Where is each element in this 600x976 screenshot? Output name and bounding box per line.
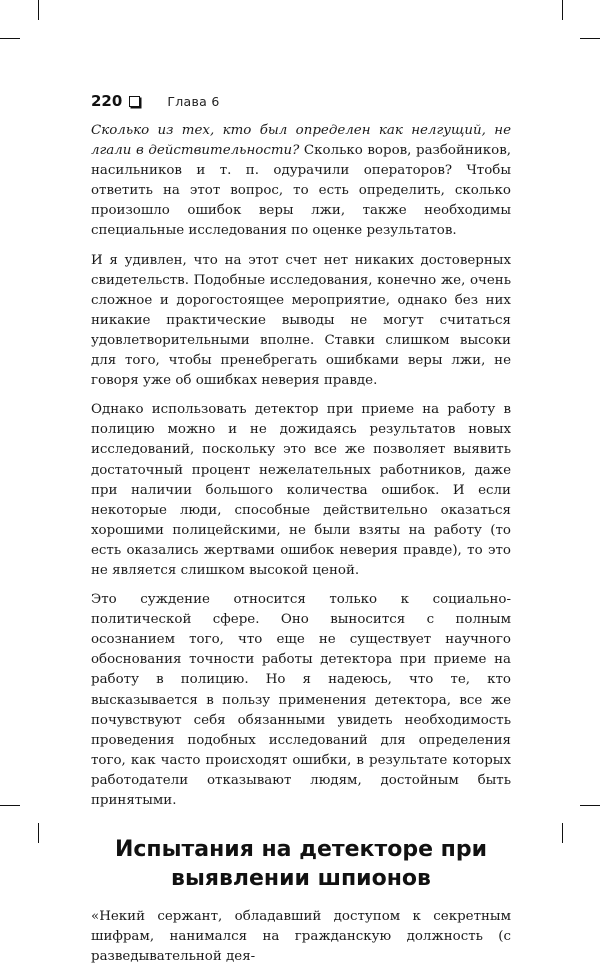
paragraph-4: Это суждение относится только к социально-политической сфере. Оно выносится с полным осознанием того, что еще не существует научного обоснования точности работы детектора при приеме на работу в полицию. Но я надеюсь, что те, кто высказывается в пользу применения детектора, все же почувствуют себя обязанными увидеть необходимость проведения подобных исследований для определения того, как часто происходят ошибки, в результате которых работодатели отказывают людям, достойным быть принятыми. — [91, 592, 511, 808]
crop-mark-bottom-right-h — [580, 805, 600, 806]
page-number: 220 — [91, 92, 123, 110]
crop-mark-bottom-left-h — [0, 805, 20, 806]
paragraph-5: «Некий сержант, обладавший доступом к секретным шифрам, нанимался на гражданскую должность (с разведывательной дея- — [91, 909, 511, 965]
paragraph-1 — [91, 121, 511, 242]
paragraph-text: Сколько воров, разбойников, насильников и т. п. одурачили операторов? Чтобы ответить на этот вопрос, то есть определить, сколько произошло ошибок веры лжи, также необходимы специальные исследования по оценке результатов. — [91, 143, 511, 239]
running-header — [91, 92, 220, 110]
crop-mark-top-left-v — [38, 0, 39, 20]
crop-mark-top-right-h — [580, 38, 600, 39]
chapter-label: Глава 6 — [167, 93, 220, 109]
crop-mark-bottom-right-v — [562, 823, 563, 843]
crop-mark-top-left-h — [0, 38, 20, 39]
italic-lead: Сколько из тех, кто был определен как нелгущий, не лгали в действительности? — [91, 123, 511, 159]
paragraph-2: И я удивлен, что на этот счет нет никаких достоверных свидетельств. Подобные исследования, конечно же, очень сложное и дорогостоящее мероприятие, однако без них никакие практические выводы не могут считаться удовлетворительными вполне. Ставки слишком высоки для того, чтобы пренебрегать ошибками веры лжи, не говоря уже об ошибках неверия правде. — [91, 252, 511, 389]
square-bullet-icon — [129, 96, 140, 107]
paragraph-3: Однако использовать детектор при приеме на работу в полицию можно и не дожидаясь результатов новых исследований, поскольку это все же позволяет выявить достаточный процент нежелательных работников, даже при наличии большого количества ошибок. И если некоторые люди, способные действительно оказаться хорошими полицейскими, не были взяты на работу (то есть оказались жертвами ошибок неверия правде), то это не является слишком высокой ценой. — [91, 402, 511, 578]
crop-mark-bottom-left-v — [38, 823, 39, 843]
page-body — [91, 121, 511, 976]
crop-mark-top-right-v — [562, 0, 563, 20]
section-heading: Испытания на детекторе при выявлении шпионов — [114, 837, 488, 892]
